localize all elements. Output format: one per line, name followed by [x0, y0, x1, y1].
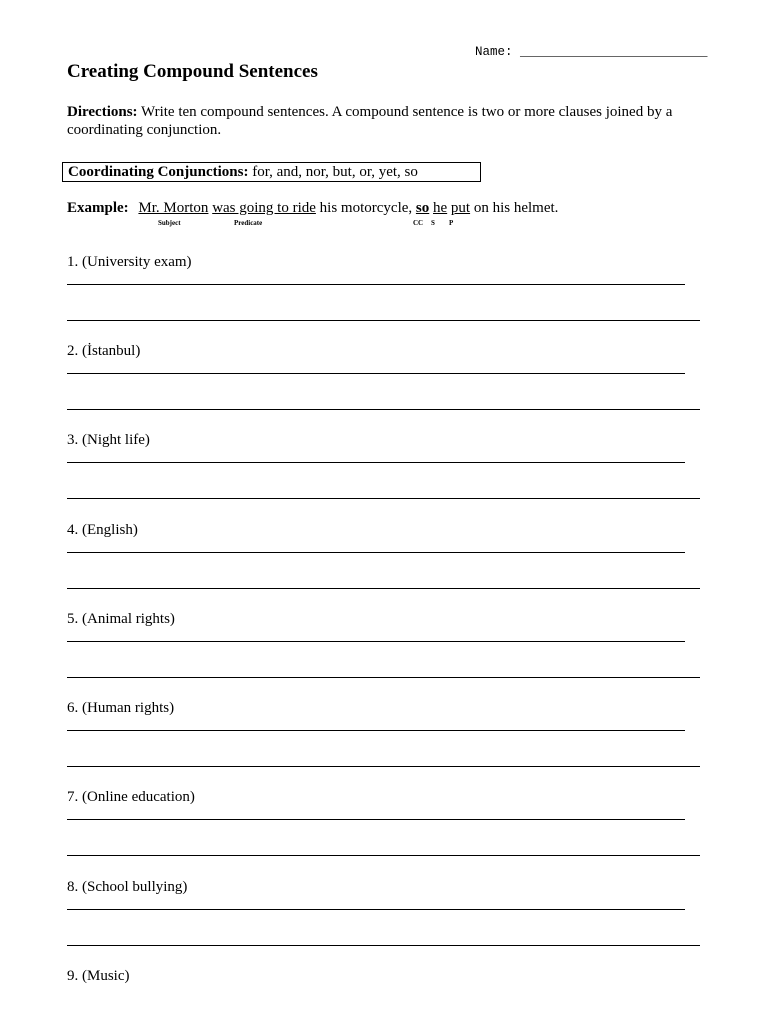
answer-line-2[interactable] — [67, 409, 700, 410]
example-middle: his motorcycle, — [315, 200, 416, 216]
example-label: Example: — [67, 200, 129, 216]
example-subject: Mr. Morton — [138, 200, 209, 216]
answer-line-1[interactable] — [67, 462, 685, 463]
tag-subject: Subject — [158, 219, 181, 227]
conjunctions-label: Coordinating Conjunctions: — [68, 164, 249, 180]
example-predicate: was going to ride — [212, 200, 316, 216]
question-label: 8. (School bullying) — [67, 879, 188, 895]
tag-cc: CC — [413, 219, 424, 227]
tag-predicate: Predicate — [234, 219, 263, 227]
question-label: 9. (Music) — [67, 968, 130, 984]
answer-line-2[interactable] — [67, 945, 700, 946]
conjunctions-list: for, and, nor, but, or, yet, so — [248, 164, 418, 180]
conjunctions-box — [62, 162, 481, 182]
answer-line-2[interactable] — [67, 855, 700, 856]
question-label: 7. (Online education) — [67, 789, 195, 805]
question-label: 6. (Human rights) — [67, 700, 175, 716]
question-label: 2. (İstanbul) — [67, 343, 141, 359]
answer-line-1[interactable] — [67, 373, 685, 374]
tag-s: S — [431, 219, 435, 227]
answer-line-1[interactable] — [67, 552, 685, 553]
name-field: Name: _________________________ — [475, 45, 708, 59]
example-sentence — [67, 199, 558, 217]
answer-line-2[interactable] — [67, 320, 700, 321]
example-p: put — [450, 200, 471, 216]
answer-line-1[interactable] — [67, 730, 685, 731]
question-label: 3. (Night life) — [67, 432, 150, 448]
answer-line-2[interactable] — [67, 766, 700, 767]
answer-line-2[interactable] — [67, 498, 700, 499]
answer-line-1[interactable] — [67, 284, 685, 285]
directions — [67, 103, 707, 139]
answer-line-1[interactable] — [67, 641, 685, 642]
answer-line-2[interactable] — [67, 677, 700, 678]
question-label: 1. (University exam) — [67, 254, 192, 270]
answer-line-1[interactable] — [67, 819, 685, 820]
page-title: Creating Compound Sentences — [67, 61, 318, 82]
question-label: 4. (English) — [67, 522, 138, 538]
directions-label: Directions: — [67, 104, 138, 120]
directions-text: Write ten compound sentences. A compound sentence is two or more clauses joined by a coordinating conjunction. — [67, 104, 673, 138]
tag-p: P — [449, 219, 454, 227]
answer-line-1[interactable] — [67, 909, 685, 910]
example-end: on his helmet. — [470, 200, 559, 216]
question-label: 5. (Animal rights) — [67, 611, 175, 627]
example-cc: so — [415, 200, 430, 216]
example-s: he — [433, 200, 448, 216]
answer-line-2[interactable] — [67, 588, 700, 589]
